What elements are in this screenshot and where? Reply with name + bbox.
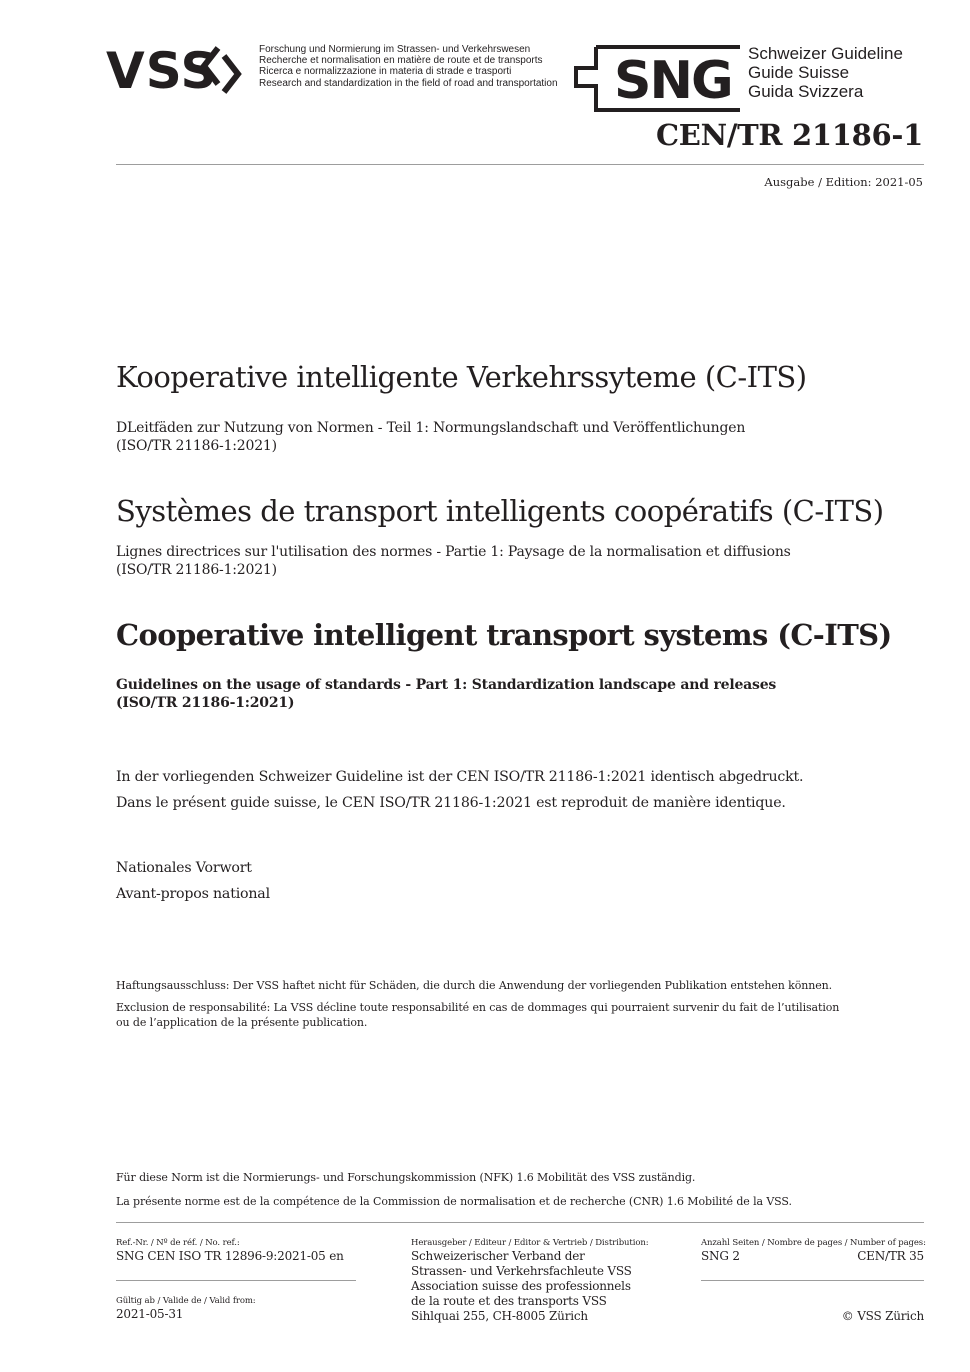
vss-tagline-en: Research and standardization in the field of road and transportation [259,77,558,89]
pages-block [701,1238,924,1264]
pages-cen: CEN/TR 35 [857,1249,924,1263]
pages-sng: SNG 2 [701,1249,740,1263]
copyright: © VSS Zürich [841,1309,924,1323]
subtitle-en-line-1: Guidelines on the usage of standards - Part 1: Standardization landscape and releases [116,677,777,693]
sng-logo-text: SNG [614,51,732,111]
vss-tagline-it: Ricerca e normalizzazione in materia di strade e trasporti [259,66,512,78]
subtitle-de [116,419,876,455]
disclaimer-fr-line-1: Exclusion de responsabilité: La VSS décline toute responsabilité en cas de dommages qui pourraient survenir du fait de l’utilisation [116,1001,840,1014]
vss-tagline-fr: Recherche et normalisation en matière de route et de transports [259,55,543,67]
vss-logo-text: VSS [106,42,218,98]
publisher-line-5: Sihlquai 255, CH-8005 Zürich [411,1309,588,1323]
publisher-label: Herausgeber / Editeur / Editor & Vertrieb / Distribution: [411,1238,649,1248]
sng-name-de: Schweizer Guideline [748,44,903,63]
pages-label: Anzahl Seiten / Nombre de pages / Number of pages: [701,1238,926,1248]
competence-fr: La présente norme est de la compétence de la Commission de normalisation et de recherche (CNR) 1.6 Mobilité de la VSS. [116,1195,792,1208]
sng-name-it: Guida Svizzera [748,82,864,101]
valid-value: 2021-05-31 [116,1307,184,1321]
reproduction-de: In der vorliegenden Schweizer Guideline ist der CEN ISO/TR 21186-1:2021 identisch abgedruckt. [116,769,804,785]
pages-divider [701,1280,924,1281]
competence-de: Für diese Norm ist die Normierungs- und Forschungskommission (NFK) 1.6 Mobilität des VSS zuständig. [116,1171,696,1184]
valid-label: Gültig ab / Valide de / Valid from: [116,1296,256,1306]
publisher-line-1: Schweizerischer Verband der [411,1249,585,1263]
sng-logo [574,44,744,118]
edition: Ausgabe / Edition: 2021-05 [764,175,923,189]
title-de: Kooperative intelligente Verkehrssyteme (C-ITS) [116,360,807,394]
subtitle-de-line-2: (ISO/TR 21186-1:2021) [116,438,277,454]
vss-logo [106,42,252,102]
publisher-block [411,1238,649,1324]
subtitle-de-line-1: DLeitfäden zur Nutzung von Normen - Teil 1: Normungslandschaft und Veröffentlichungen [116,420,746,436]
disclaimer-de: Haftungsausschluss: Der VSS haftet nicht für Schäden, die durch die Anwendung der vorliegenden Publikation entstehen können. [116,979,832,992]
foreword-de: Nationales Vorwort [116,860,252,876]
title-fr: Systèmes de transport intelligents coopératifs (C-ITS) [116,494,884,528]
disclaimer-fr [116,1000,856,1030]
subtitle-fr [116,543,876,579]
header-divider [116,164,924,165]
subtitle-fr-line-1: Lignes directrices sur l'utilisation des normes - Partie 1: Paysage de la normalisation et diffusions [116,544,791,560]
ref-label: Ref.-Nr. / Nº de réf. / No. ref.: [116,1238,240,1248]
vss-tagline [259,44,558,89]
footer-divider [116,1222,924,1223]
doc-number: CEN/TR 21186-1 [656,118,923,152]
ref-block [116,1238,344,1264]
ref-divider [116,1280,356,1281]
vss-tagline-de: Forschung und Normierung im Strassen- und Verkehrswesen [259,44,531,55]
foreword-fr: Avant-propos national [116,886,270,902]
subtitle-fr-line-2: (ISO/TR 21186-1:2021) [116,562,277,578]
publisher-line-4: de la route et des transports VSS [411,1294,607,1308]
ref-value: SNG CEN ISO TR 12896-9:2021-05 en [116,1249,344,1263]
sng-names [748,44,903,101]
title-en: Cooperative intelligent transport systems (C-ITS) [116,618,892,652]
publisher-line-2: Strassen- und Verkehrsfachleute VSS [411,1264,632,1278]
publisher-line-3: Association suisse des professionnels [411,1279,631,1293]
reproduction-fr: Dans le présent guide suisse, le CEN ISO/TR 21186-1:2021 est reproduit de manière identique. [116,795,786,811]
subtitle-en-line-2: (ISO/TR 21186-1:2021) [116,695,295,711]
subtitle-en [116,676,876,712]
valid-block [116,1296,256,1322]
disclaimer-fr-line-2: ou de l’application de la présente publication. [116,1016,368,1029]
sng-name-fr: Guide Suisse [748,63,850,82]
